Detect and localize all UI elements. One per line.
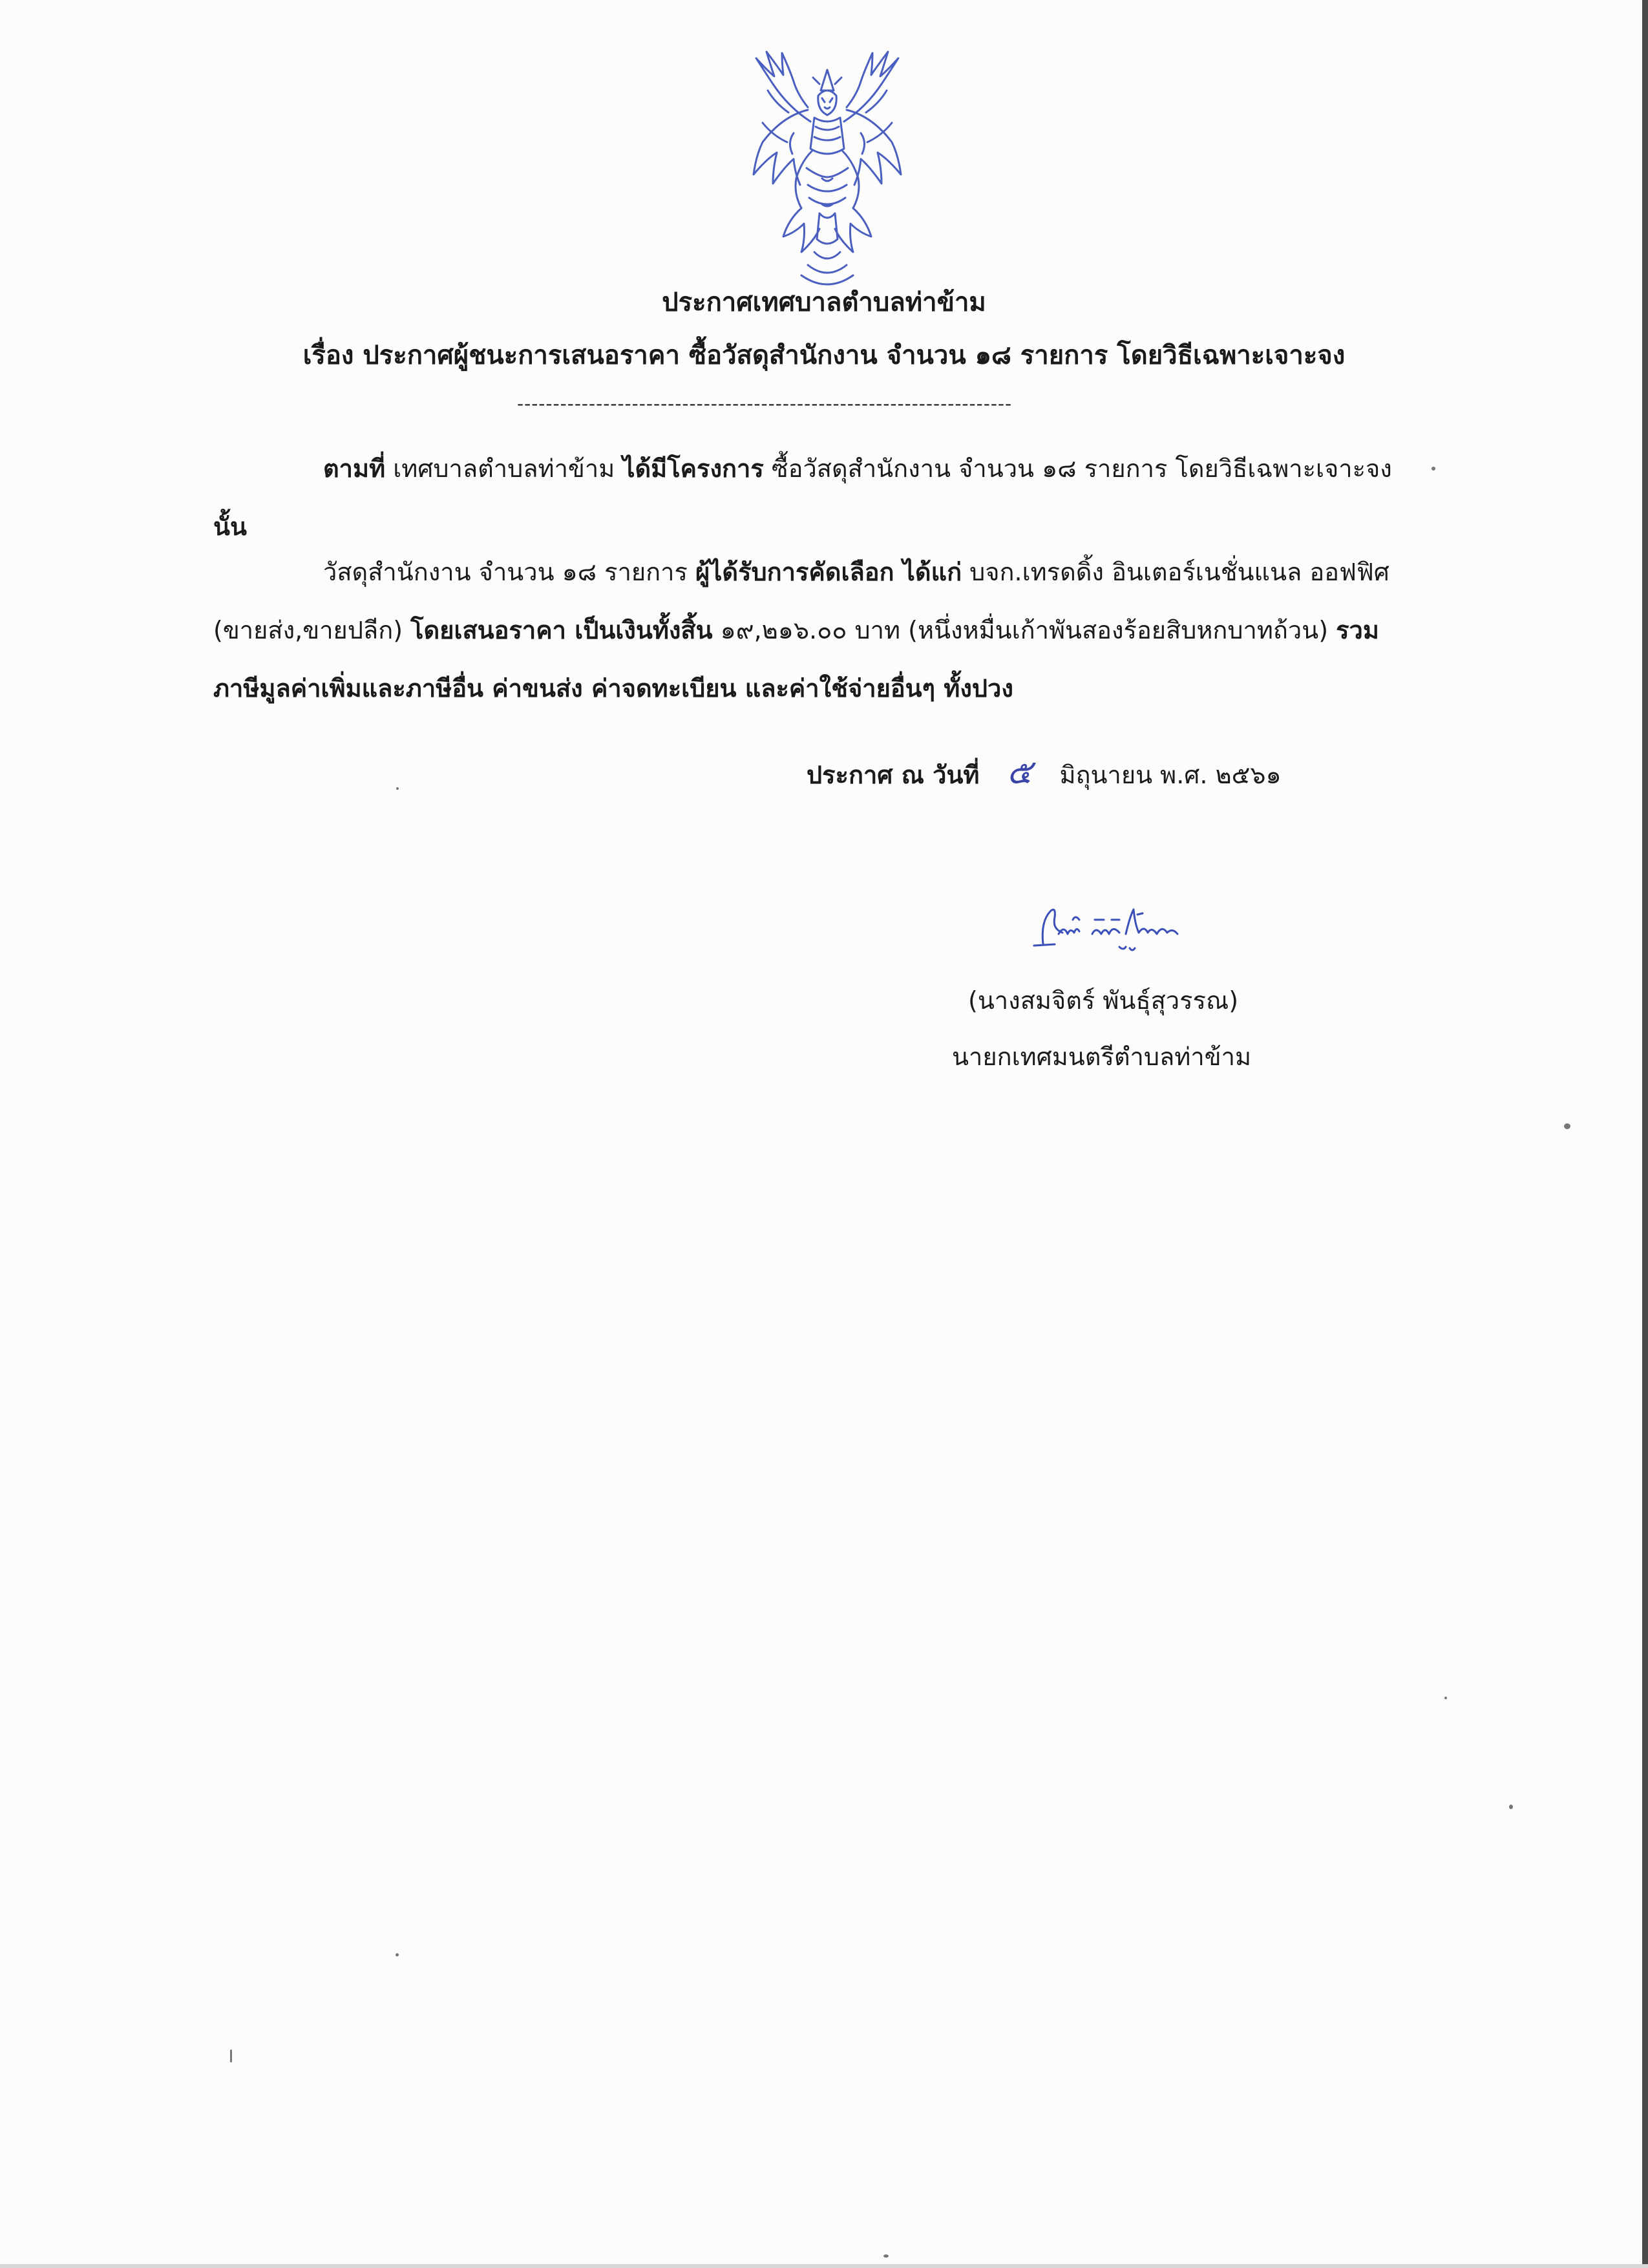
scan-speck bbox=[1444, 1697, 1447, 1699]
paragraph-project bbox=[213, 440, 1415, 556]
p2-bold-1: ผู้ได้รับการคัดเลือก ได้แก่ bbox=[695, 558, 962, 586]
date-month-year: มิถุนายน พ.ศ. ๒๕๖๑ bbox=[1059, 761, 1282, 789]
p2-bold-2: โดยเสนอราคา เป็นเงินทั้งสิ้น bbox=[410, 616, 713, 644]
p2-text-2: บจก.เทรดดิ้ง อินเตอร์เนชั่นแนล ออฟฟิศ (ขายส่ง,ขายปลีก) bbox=[213, 558, 1389, 644]
p1-bold-2: นั้น bbox=[213, 513, 247, 541]
p2-text-1: วัสดุสำนักงาน จำนวน ๑๘ รายการ bbox=[323, 558, 696, 586]
garuda-emblem-icon bbox=[711, 45, 944, 291]
separator-line: --------------------------------------------------------------------- bbox=[517, 393, 1013, 414]
scan-speck bbox=[396, 787, 399, 790]
p1-text-2: ซื้อวัสดุสำนักงาน จำนวน ๑๘ รายการ โดยวิธีเฉพาะเจาะจง bbox=[763, 454, 1392, 483]
p1-text-1: เทศบาลตำบลท่าข้าม bbox=[385, 454, 623, 483]
announcement-title: ประกาศเทศบาลตำบลท่าข้าม bbox=[662, 288, 986, 317]
scan-speck bbox=[396, 1953, 399, 1956]
scan-speck bbox=[1564, 1123, 1570, 1129]
handwritten-signature bbox=[1029, 895, 1223, 966]
announcement-subject: เรื่อง ประกาศผู้ชนะการเสนอราคา ซื้อวัสดุสำนักงาน จำนวน ๑๘ รายการ โดยวิธีเฉพาะเจาะจง bbox=[302, 341, 1346, 370]
date-day-handwritten: ๕ bbox=[1006, 753, 1033, 792]
paragraph-winner bbox=[213, 543, 1415, 717]
p2-text-3: ๑๙,๒๑๖.๐๐ บาท (หนึ่งหมื่นเก้าพันสองร้อยสิบหกบาทถ้วน) bbox=[712, 616, 1336, 644]
scan-edge-bottom bbox=[0, 2264, 1648, 2268]
p2-bold-3: รวมภาษีมูลค่าเพิ่มและภาษีอื่น ค่าขนส่ง ค่าจดทะเบียน และค่าใช้จ่ายอื่นๆ ทั้งปวง bbox=[213, 616, 1379, 703]
p1-lead: ตามที่ bbox=[323, 454, 386, 483]
announcement-date bbox=[807, 753, 1282, 794]
scan-speck bbox=[1509, 1805, 1513, 1809]
scan-speck bbox=[883, 2254, 889, 2258]
signer-position: นายกเทศมนตรีตำบลท่าข้าม bbox=[952, 1043, 1252, 1071]
scan-speck bbox=[1431, 467, 1435, 471]
date-prefix: ประกาศ ณ วันที่ bbox=[807, 761, 980, 789]
signer-name: (นางสมจิตร์ พันธุ์สุวรรณ) bbox=[968, 986, 1239, 1015]
scan-speck bbox=[230, 2050, 232, 2062]
p1-bold-1: ได้มีโครงการ bbox=[622, 454, 764, 483]
